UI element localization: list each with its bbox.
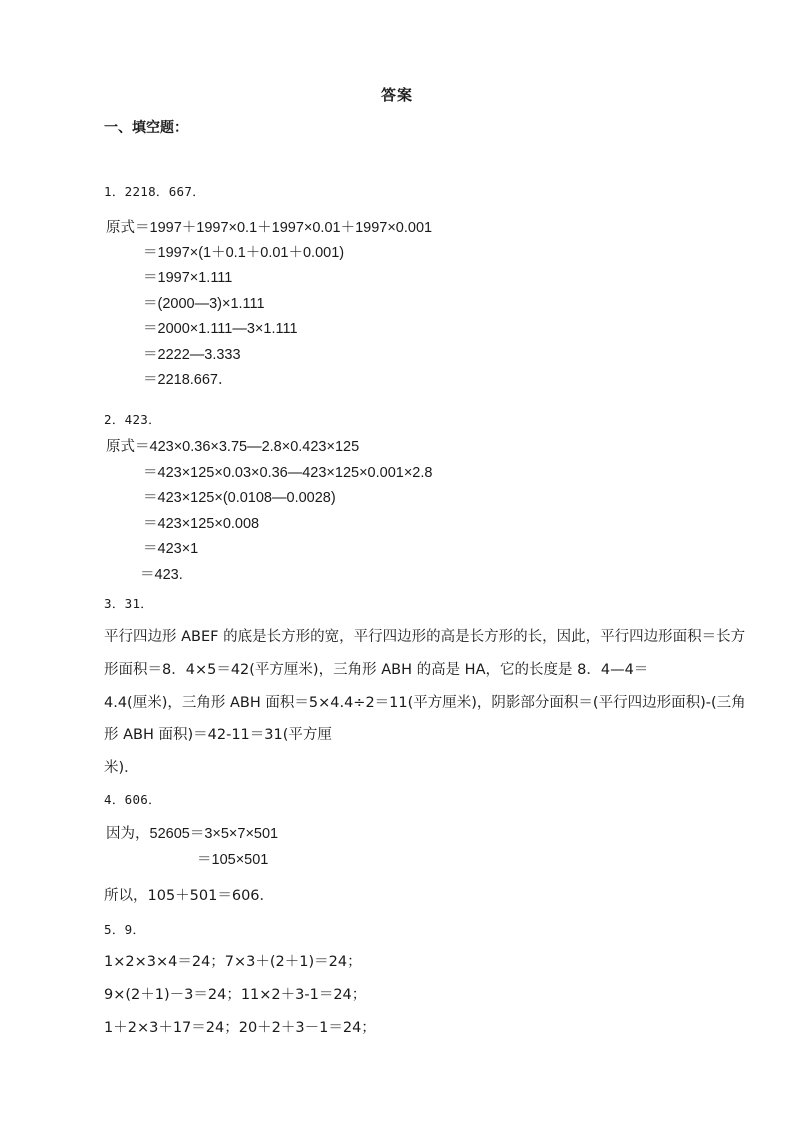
q5-solution-line-2: 9×(2＋1)－3＝24；11×2＋3-1＝24； — [104, 987, 367, 1003]
q5-answer: 5．9． — [104, 922, 146, 937]
q2-answer: 2．423． — [104, 412, 161, 427]
q2-step-4: ＝423×125×0.008 — [143, 516, 260, 532]
q2-step-2: ＝423×125×0.03×0.36—423×125×0.001×2.8 — [143, 465, 433, 481]
q5-solution-line-3: 1＋2×3＋17＝24；20＋2＋3－1＝24； — [104, 1020, 376, 1036]
q2-step-5: ＝423×1 — [143, 541, 199, 557]
q3-explanation-line-2: 形面积＝8．4×5＝42(平方厘米)，三角形 ABH 的高是 HA，它的长度是 8．4—4＝ — [104, 662, 649, 678]
q4-step-2: ＝105×501 — [197, 852, 269, 868]
q4-conclusion: 所以，105＋501＝606． — [104, 888, 275, 904]
q3-answer: 3．31． — [104, 596, 154, 611]
q1-step-7: ＝2218.667． — [143, 372, 233, 388]
q1-step-1: 原式＝1997＋1997×0.1＋1997×0.01＋1997×0.001 — [106, 220, 433, 236]
q1-step-3: ＝1997×1.111 — [143, 270, 233, 286]
q4-step-1: 因为，52605＝3×5×7×501 — [106, 826, 279, 842]
q2-step-1: 原式＝423×0.36×3.75—2.8×0.423×125 — [106, 439, 360, 455]
q4-answer: 4．606． — [104, 792, 161, 807]
q3-explanation-line-5: 米)． — [104, 760, 139, 776]
q2-step-6: ＝423. — [140, 567, 183, 583]
q3-explanation-line-4: 形 ABH 面积)＝42-11＝31(平方厘 — [104, 727, 332, 743]
q1-step-2: ＝1997×(1＋0.1＋0.01＋0.001) — [143, 245, 345, 261]
section-heading-fill-in-blank: 一、填空题： — [104, 120, 188, 136]
q5-solution-line-1: 1×2×3×4＝24；7×3＋(2＋1)＝24； — [104, 954, 362, 970]
page-title: 答案 — [380, 86, 413, 104]
q1-step-5: ＝2000×1.111—3×1.111 — [143, 321, 298, 337]
q1-answer: 1．2218．667． — [104, 184, 206, 199]
q3-explanation-line-1: 平行四边形 ABEF 的底是长方形的宽，平行四边形的高是长方形的长，因此，平行四边形面积＝长方 — [104, 629, 746, 645]
q1-step-6: ＝2222—3.333 — [143, 347, 241, 363]
q3-explanation-line-3: 4.4(厘米)，三角形 ABH 面积＝5×4.4÷2＝11(平方厘米)，阴影部分面积＝(平行四边形面积)-(三角 — [104, 695, 746, 711]
q2-step-3: ＝423×125×(0.0108—0.0028) — [143, 490, 336, 506]
q1-step-4: ＝(2000—3)×1.111 — [143, 296, 265, 312]
